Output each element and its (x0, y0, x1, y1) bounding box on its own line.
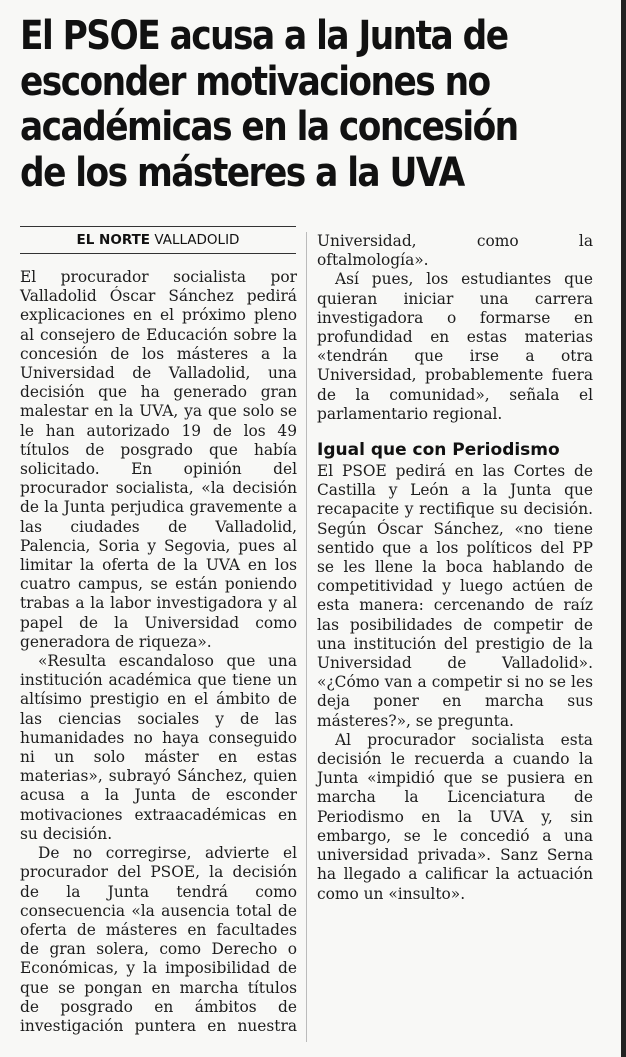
paragraph-5: El PSOE pedirá en las Cortes de Castilla y León a la Junta que recapacite y rectifique su decisión. Según Óscar Sánchez, «no tiene sentido que a los políticos del PP se les llene la boca hablando de competitividad y luego actúen de esta manera: cercenando de raíz las posibilidades de competir de una institución del prestigio de la Universidad de Valladolid». «¿Cómo van a competir si no se les deja poner en marcha sus másteres?», se pregunta. (317, 462, 593, 730)
byline (20, 226, 296, 254)
paragraph-6: Al procurador socialista esta decisión le recuerda a cuando la Junta «impidió que se pusiera en marcha la Licenciatura de Periodismo en la UVA y, sin embargo, se le concedió a una universidad privada». Sanz Serna ha llegado a calificar la actuación como un «insulto». (317, 730, 593, 903)
byline-source: EL NORTE (76, 232, 151, 248)
byline-location: VALLADOLID (154, 232, 240, 248)
column-divider (306, 232, 307, 1042)
article-subheading: Igual que con Periodismo (317, 440, 560, 461)
paragraph-1: El procurador socialista por Valladolid Óscar Sánchez pedirá explicaciones en el próximo pleno al consejero de Educación sobre la concesión de los másteres a la Universidad de Valladolid, una decisión que ha generado gran malestar en la UVA, ya que solo se le han autorizado 19 de los 49 títulos de posgrado que había solicitado. En opinión del procurador socialista, «la decisión de la Junta perjudica gravemente a las ciudades de Valladolid, Palencia, Soria y Segovia, pues al limitar la oferta de la UVA en los cuatro campus, se están poniendo trabas a la labor investigadora y al papel de la Universidad como generadora de riqueza». (20, 268, 297, 651)
page-edge-border (621, 0, 626, 1057)
article-column-left (20, 268, 297, 1036)
paragraph-3-continued: Universidad, como la oftalmología». (317, 232, 593, 270)
article-headline: El PSOE acusa a la Junta de esconder motivaciones no académicas en la concesión de los másteres a la UVA (20, 13, 518, 196)
paragraph-2: «Resulta escandaloso que una institución académica que tiene un altísimo prestigio en el ámbito de las ciencias sociales y de las humanidades no haya conseguido ni un solo máster en estas materias», subrayó Sánchez, quien acusa a la Junta de esconder motivaciones extraacadémicas en su decisión. (20, 652, 297, 843)
article-column-right (317, 232, 593, 904)
paragraph-3: De no corregirse, advierte el procurador del PSOE, la decisión de la Junta tendrá como consecuencia «la ausencia total de oferta de másteres en facultades de gran solera, como Derecho o Económicas, y la imposibilidad de que se pongan en marcha títulos de posgrado en ámbitos de investigación puntera en nuestra (20, 844, 297, 1035)
paragraph-4: Así pues, los estudiantes que quieran iniciar una carrera investigadora o formarse en profundidad en estas materias «tendrán que irse a otra Universidad, probablemente fuera de la comunidad», señala el parlamentario regional. (317, 270, 593, 423)
paragraph-3-start (20, 844, 297, 1036)
